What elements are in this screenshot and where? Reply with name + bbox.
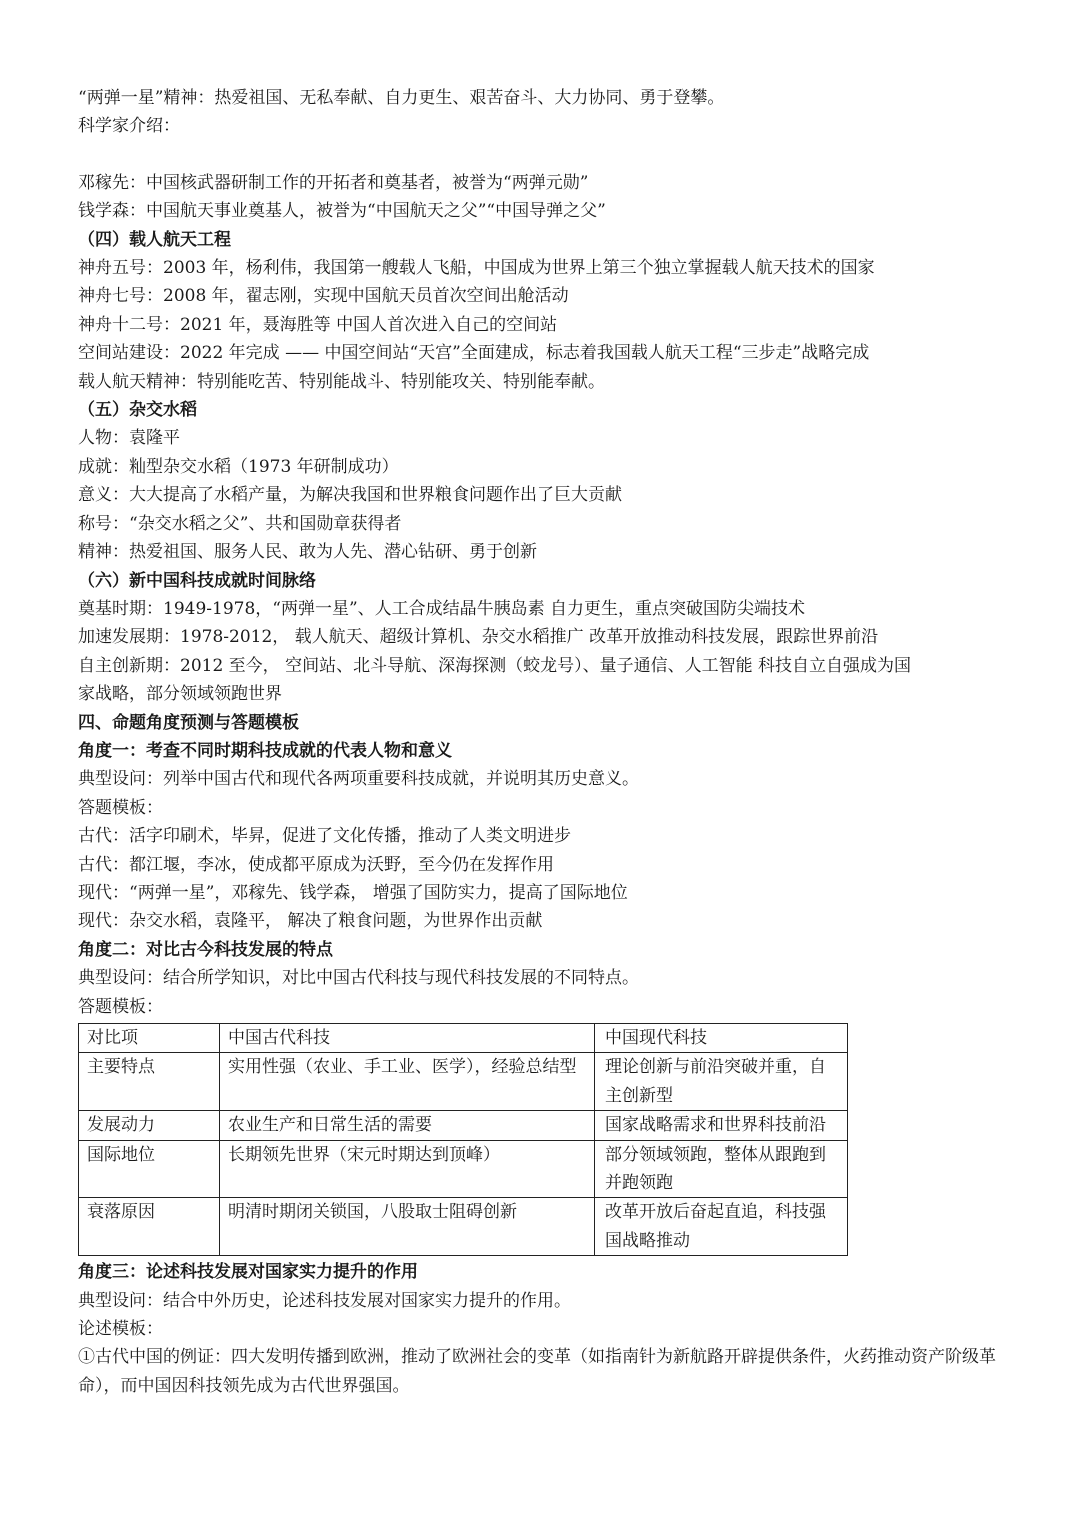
scientists-intro-label: 科学家介绍： xyxy=(78,116,180,137)
angle1-question: 典型设问：列举中国古代和现代各两项重要科技成就，并说明其历史意义。 xyxy=(78,769,639,790)
angle1-item: 古代：都江堰，李冰，使成都平原成为沃野，至今仍在发挥作用 xyxy=(78,854,554,875)
table-header-cell: 对比项 xyxy=(79,1024,220,1053)
angle3-point-1: ①古代中国的例证：四大发明传播到欧洲，推动了欧洲社会的变革（如指南针为新航路开辟提供条件，火药推动资产阶级革命），而中国因科技领先成为古代世界强国。 xyxy=(78,1347,996,1396)
angle2-template-label: 答题模板： xyxy=(78,996,163,1017)
rice-line: 称号：“杂交水稻之父”、共和国勋章获得者 xyxy=(78,513,402,534)
table-cell: 改革开放后奋起直追，科技强国战略推动 xyxy=(595,1198,848,1256)
angle2-heading: 角度二：对比古今科技发展的特点 xyxy=(78,939,333,960)
angle1-template-label: 答题模板： xyxy=(78,797,163,818)
document-page xyxy=(78,84,1008,1400)
space-line: 神舟十二号：2021 年，聂海胜等 中国人首次进入自己的空间站 xyxy=(78,314,558,335)
table-cell: 明清时期闭关锁国，八股取士阻碍创新 xyxy=(220,1198,595,1256)
table-header-row xyxy=(79,1024,848,1053)
section-heading-timeline: （六）新中国科技成就时间脉络 xyxy=(78,570,316,591)
table-row xyxy=(79,1140,848,1198)
table-row xyxy=(79,1111,848,1140)
scientist-deng: 邓稼先：中国核武器研制工作的开拓者和奠基者，被誉为“两弹元勋” xyxy=(78,172,589,193)
table-cell: 部分领域领跑，整体从跟跑到并跑领跑 xyxy=(595,1140,848,1198)
table-cell: 国际地位 xyxy=(79,1140,220,1198)
angle1-item: 现代：杂交水稻，袁隆平， 解决了粮食问题，为世界作出贡献 xyxy=(78,911,543,932)
table-cell: 理论创新与前沿突破并重，自主创新型 xyxy=(595,1053,848,1111)
angle2-question: 典型设问：结合所学知识，对比中国古代科技与现代科技发展的不同特点。 xyxy=(78,968,639,989)
angle3-question: 典型设问：结合中外历史，论述科技发展对国家实力提升的作用。 xyxy=(78,1290,571,1311)
space-line: 空间站建设：2022 年完成 —— 中国空间站“天宫”全面建成，标志着我国载人航天工程“三步走”战略完成 xyxy=(78,343,870,364)
section-heading-space: （四）载人航天工程 xyxy=(78,229,231,250)
table-row xyxy=(79,1053,848,1111)
table-cell: 衰落原因 xyxy=(79,1198,220,1256)
table-cell: 主要特点 xyxy=(79,1053,220,1111)
table-cell: 发展动力 xyxy=(79,1111,220,1140)
table-row xyxy=(79,1198,848,1256)
table-cell: 实用性强（农业、手工业、医学），经验总结型 xyxy=(220,1053,595,1111)
table-header-cell: 中国现代科技 xyxy=(595,1024,848,1053)
timeline-line: 自主创新期：2012 至今， 空间站、北斗导航、深海探测（蛟龙号）、量子通信、人工智能 科技自立自强成为国 xyxy=(78,655,911,676)
table-cell: 农业生产和日常生活的需要 xyxy=(220,1111,595,1140)
angle1-item: 现代：“两弹一星”，邓稼先、钱学森， 增强了国防实力，提高了国际地位 xyxy=(78,882,628,903)
rice-line: 意义：大大提高了水稻产量，为解决我国和世界粮食问题作出了巨大贡献 xyxy=(78,485,622,506)
timeline-line: 奠基时期：1949-1978，“两弹一星”、人工合成结晶牛胰岛素 自力更生，重点突破国防尖端技术 xyxy=(78,598,806,619)
table-cell: 国家战略需求和世界科技前沿 xyxy=(595,1111,848,1140)
blank-line xyxy=(78,141,1008,169)
rice-line: 成就：籼型杂交水稻（1973 年研制成功） xyxy=(78,456,399,477)
timeline-line: 家战略，部分领域领跑世界 xyxy=(78,684,282,705)
space-line: 载人航天精神：特别能吃苦、特别能战斗、特别能攻关、特别能奉献。 xyxy=(78,371,605,392)
section-heading-rice: （五）杂交水稻 xyxy=(78,400,197,421)
two-bombs-spirit-line: “两弹一星”精神：热爱祖国、无私奉献、自力更生、艰苦奋斗、大力协同、勇于登攀。 xyxy=(78,88,725,108)
space-line: 神舟五号：2003 年，杨利伟，我国第一艘载人飞船，中国成为世界上第三个独立掌握载人航天技术的国家 xyxy=(78,258,875,279)
angle3-template-label: 论述模板： xyxy=(78,1319,163,1340)
table-cell: 长期领先世界（宋元时期达到顶峰） xyxy=(220,1140,595,1198)
rice-line: 人物：袁隆平 xyxy=(78,428,180,449)
space-line: 神舟七号：2008 年，翟志刚，实现中国航天员首次空间出舱活动 xyxy=(78,286,569,307)
timeline-line: 加速发展期：1978-2012， 载人航天、超级计算机、杂交水稻推广 改革开放推动科技发展，跟踪世界前沿 xyxy=(78,627,879,648)
angle3-heading: 角度三：论述科技发展对国家实力提升的作用 xyxy=(78,1262,418,1283)
scientist-qian: 钱学森：中国航天事业奠基人，被誉为“中国航天之父”“中国导弹之父” xyxy=(78,201,606,222)
angle1-item: 古代：活字印刷术，毕昇，促进了文化传播，推动了人类文明进步 xyxy=(78,826,571,847)
angle1-heading: 角度一：考查不同时期科技成就的代表人物和意义 xyxy=(78,740,452,761)
comparison-table xyxy=(78,1023,848,1256)
rice-line: 精神：热爱祖国、服务人民、敢为人先、潜心钻研、勇于创新 xyxy=(78,542,537,563)
section-heading-4: 四、命题角度预测与答题模板 xyxy=(78,712,299,733)
table-header-cell: 中国古代科技 xyxy=(220,1024,595,1053)
